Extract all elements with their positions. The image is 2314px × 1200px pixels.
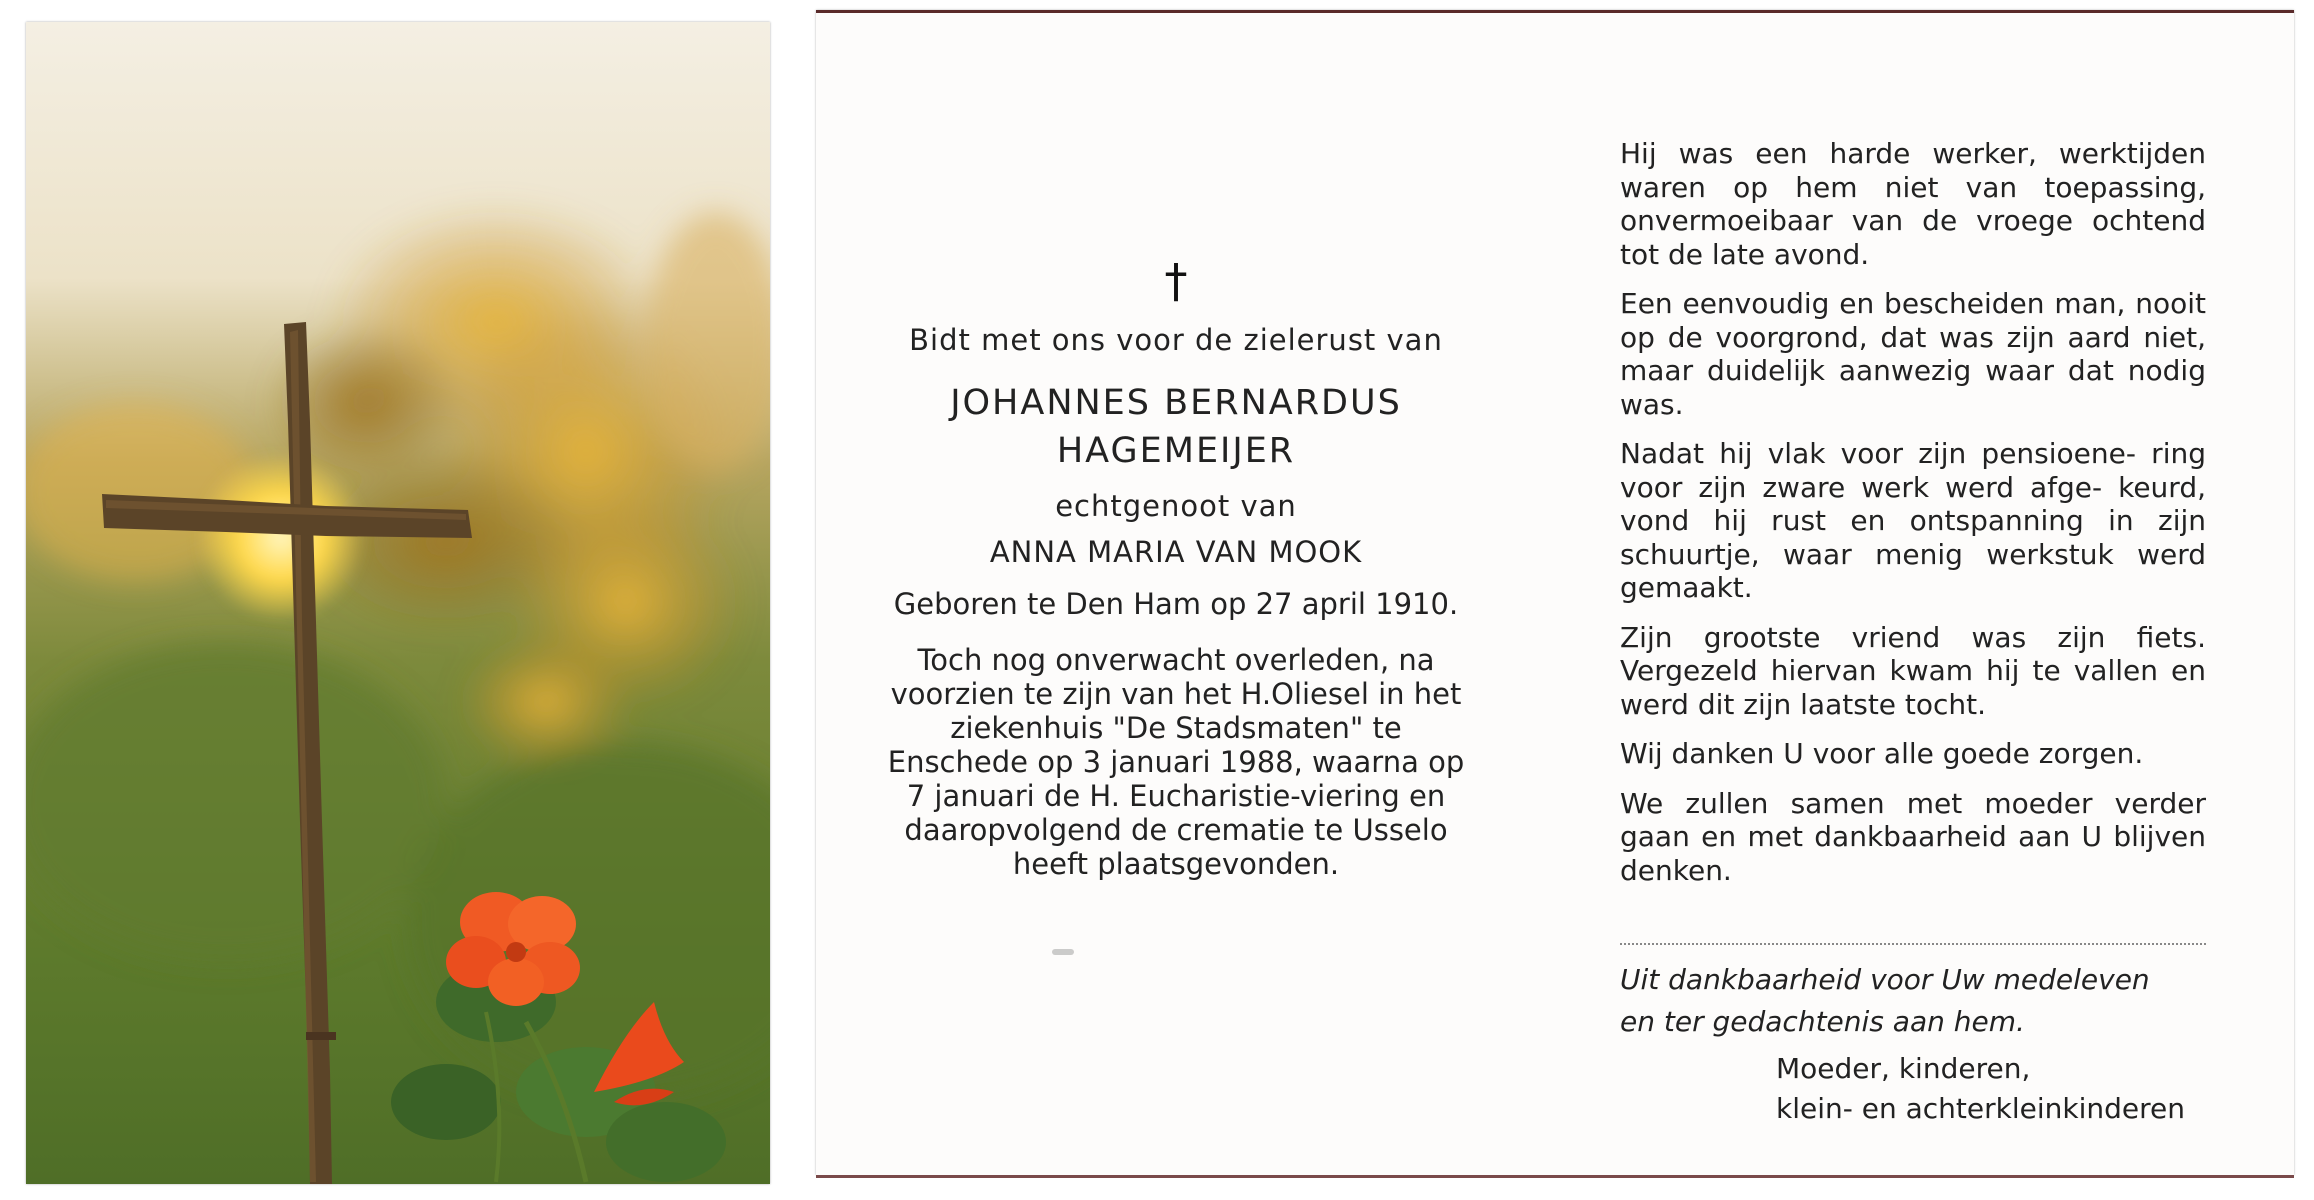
tribute-paragraph: Hij was een harde werker, werktijden waren op hem niet van toepassing, onvermoeibaar van de vroege ochtend tot de late avond.: [1620, 137, 2206, 271]
memorial-photo: [26, 22, 770, 1184]
spouse-label: echtgenoot van: [1055, 489, 1297, 523]
dotted-divider: [1620, 943, 2206, 945]
paper-speck: [1052, 949, 1074, 955]
thanks-note: [1620, 959, 2220, 1043]
cross-flower-image: [26, 22, 770, 1184]
tribute-paragraph: Nadat hij vlak voor zijn pensioene- ring voor zijn zware werk werd afge- keurd, vond hij rust en ontspanning in zijn schuurtje, waar menig werkstuk werd gemaakt.: [1620, 437, 2206, 604]
deceased-name-line2: HAGEMEIJER: [1056, 431, 1296, 471]
tribute-column: [1620, 137, 2206, 903]
birth-info: Geboren te Den Ham op 27 april 1910.: [893, 587, 1459, 621]
passing-info: Toch nog onverwacht overleden, na voorzien te zijn van het H.Oliesel in het ziekenhuis "De Stadsmaten" te Enschede op 3 januari 1988, waarna op 7 januari de H. Eucharistie-viering en daaropvolgend de crematie te Usselo heeft plaatsgevonden.: [887, 643, 1465, 881]
thanks-line: en ter gedachtenis aan hem.: [1620, 1005, 2025, 1038]
cross-symbol-icon: †: [1164, 254, 1188, 308]
tribute-paragraph: We zullen samen met moeder verder gaan en met dankbaarheid aan U blijven denken.: [1620, 786, 2206, 887]
thanks-line: Uit dankbaarheid voor Uw medeleven: [1620, 963, 2150, 996]
tribute-paragraph: Zijn grootste vriend was zijn fiets. Vergezeld hiervan kwam hij te vallen en werd dit zijn laatste tocht.: [1620, 620, 2206, 721]
tribute-paragraph: Wij danken U voor alle goede zorgen.: [1620, 737, 2144, 770]
death-notice-column: [876, 253, 1476, 881]
family-signature: [1776, 1049, 2256, 1129]
signature-line: Moeder, kinderen,: [1776, 1052, 2031, 1085]
memorial-text-card: [816, 10, 2294, 1175]
deceased-name-line1: JOHANNES BERNARDUS: [950, 383, 1402, 423]
signature-line: klein- en achterkleinkinderen: [1776, 1092, 2185, 1125]
spouse-name: ANNA MARIA VAN MOOK: [989, 535, 1363, 569]
prayer-invitation: Bidt met ons voor de zielerust van: [909, 323, 1443, 357]
tribute-paragraph: Een eenvoudig en bescheiden man, nooit op de voorgrond, dat was zijn aard niet, maar duidelijk aanwezig waar dat nodig was.: [1620, 287, 2206, 421]
